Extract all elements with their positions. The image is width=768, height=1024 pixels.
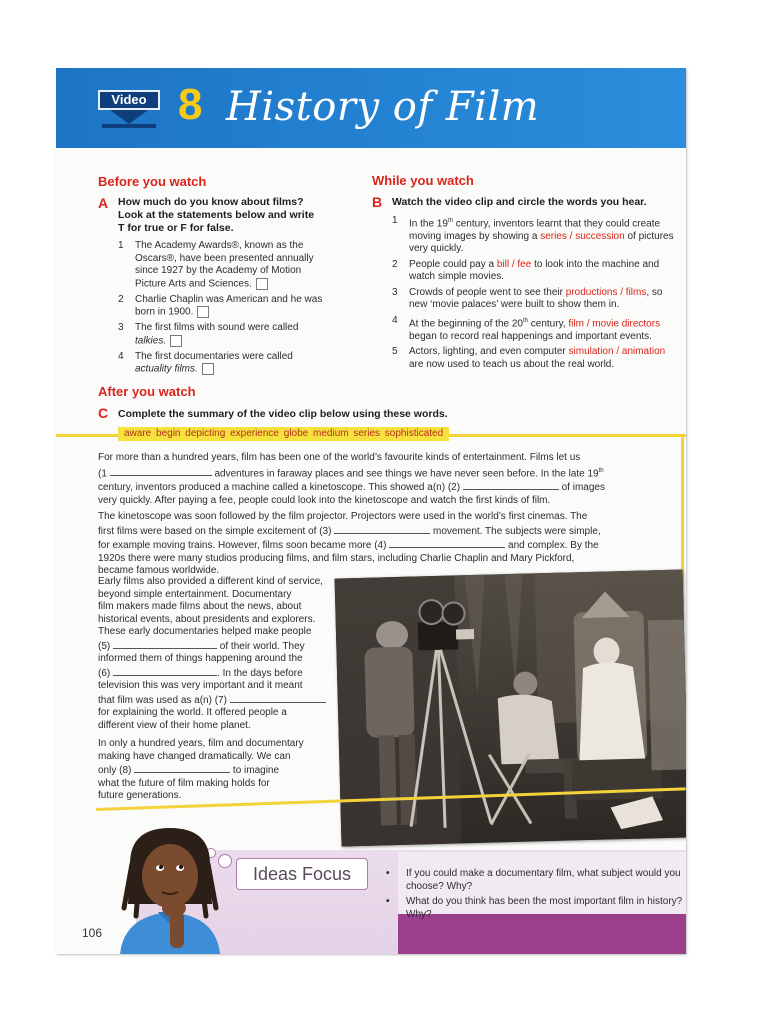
summary-left [98,576,338,807]
list-item: • What do you think has been the most important film in history? Why? [386,896,683,920]
list-item: 5 Actors, lighting, and even computer simulation / animation are now used to teach us about the real world. [392,346,666,370]
summary-top [98,452,658,582]
before-heading: Before you watch [98,174,207,189]
unit-banner [56,68,686,148]
word-choice[interactable]: productions / films [565,286,647,298]
exercise-a-letter: A [98,195,109,211]
summary-paragraph-3: Early films also provided a different kind of service, beyond simple entertainment. Documentary film makers made films about the news, about historical events, about presidents and explorers. These early documentaries helped make people (5) of their world. They informed them of things happening around the (6) . In the days before television this was very important and it meant that film was used as a(n) (7) for explaining the world. It offered people a different view of their home planet. [98,576,338,732]
answer-box[interactable] [202,363,214,375]
blank-5[interactable] [113,639,217,649]
after-heading: After you watch [98,384,196,399]
exercise-a-instruction: How much do you know about films? Look at the statements below and write T for true or F for false. [118,196,315,234]
answer-box[interactable] [256,278,268,290]
unit-title: History of Film [226,84,540,130]
word-choice[interactable]: bill / fee [496,258,532,270]
list-item: 4 At the beginning of the 20th century, film / movie directors began to record real happenings and important events. [392,314,661,342]
page-number: 106 [82,926,103,940]
blank-8[interactable] [134,763,230,773]
word-bank: aware begin depicting experience globe medium series sophisticated [118,427,449,441]
list-item: • If you could make a documentary film, what subject would you choose? Why? [386,868,681,892]
blank-4[interactable] [389,538,505,548]
blank-7[interactable] [230,693,326,703]
list-item: 1 The Academy Awards®, known as the Oscars®, have been presented annually since 1927 by the Academy of Motion Picture Arts and Sciences. [118,240,314,290]
unit-number: 8 [178,80,203,129]
while-heading: While you watch [372,173,474,188]
list-item: 1 In the 19th century, inventors learnt that they could create moving images by showing a series / succession of pictures very quickly. [392,215,674,255]
blank-2[interactable] [463,480,559,490]
summary-paragraph-1: For more than a hundred years, film has been one of the world’s favourite kinds of entertainment. Films let us (1 adventures in faraway places and see things we have never seen before. In the late 19th century, inventors produced a machine called a kinetoscope. This showed a(n) (2) of images very quickly. After paying a fee, people could look into the kinetoscope and watch the first kinds of film. [98,452,605,506]
list-item: 2 People could pay a bill / fee to look into the machine and watch simple movies. [392,258,660,283]
exercise-c-letter: C [98,405,109,421]
blank-6[interactable] [113,666,217,676]
exercise-b-instruction: Watch the video clip and circle the words you hear. [392,196,647,208]
ideas-focus-questions [382,868,686,924]
list-item: 2 Charlie Chaplin was American and he was born in 1900. [118,293,323,318]
answer-box[interactable] [170,335,182,347]
historic-film-set-photo [335,569,686,846]
word-choice[interactable]: simulation / animation [568,346,666,358]
list-item: 4 The first documentaries were called actuality films. [118,350,293,376]
summary-paragraph-4: In only a hundred years, film and documentary making have changed dramatically. We can only (8) to imagine what the future of film making holds for future generations. [98,738,304,801]
list-item: 3 Crowds of people went to see their productions / films, so new ‘movie palaces’ were built to show them in. [392,286,663,311]
summary-paragraph-2: The kinetoscope was soon followed by the film projector. Projectors were used in the world’s first cinemas. The first films were based on the simple excitement of (3) movement. The subjects were simple, for example moving trains. However, films soon became more (4) and complex. By the 1920s there were many studios producing films, and film stars, including Charlie Chaplin and Mary Pickford, became famous worldwide. [98,511,601,577]
blank-3[interactable] [334,524,430,534]
thinking-boy-illustration [100,824,240,954]
exercise-a-items [118,240,366,380]
textbook-page [56,68,686,954]
exercise-c-instruction: Complete the summary of the video clip below using these words. [118,408,448,420]
exercise-b-letter: B [372,194,383,210]
list-item: 3 The first films with sound were called talkies. [118,322,299,347]
video-badge-label: Video [98,90,160,110]
word-choice[interactable]: film / movie directors [568,318,661,330]
word-choice[interactable]: series / succession [540,230,625,242]
blank-1[interactable] [110,466,212,476]
exercise-b-items [392,215,686,374]
video-badge-icon [98,90,160,128]
ideas-focus-label: Ideas Focus [236,858,368,890]
answer-box[interactable] [197,306,209,318]
